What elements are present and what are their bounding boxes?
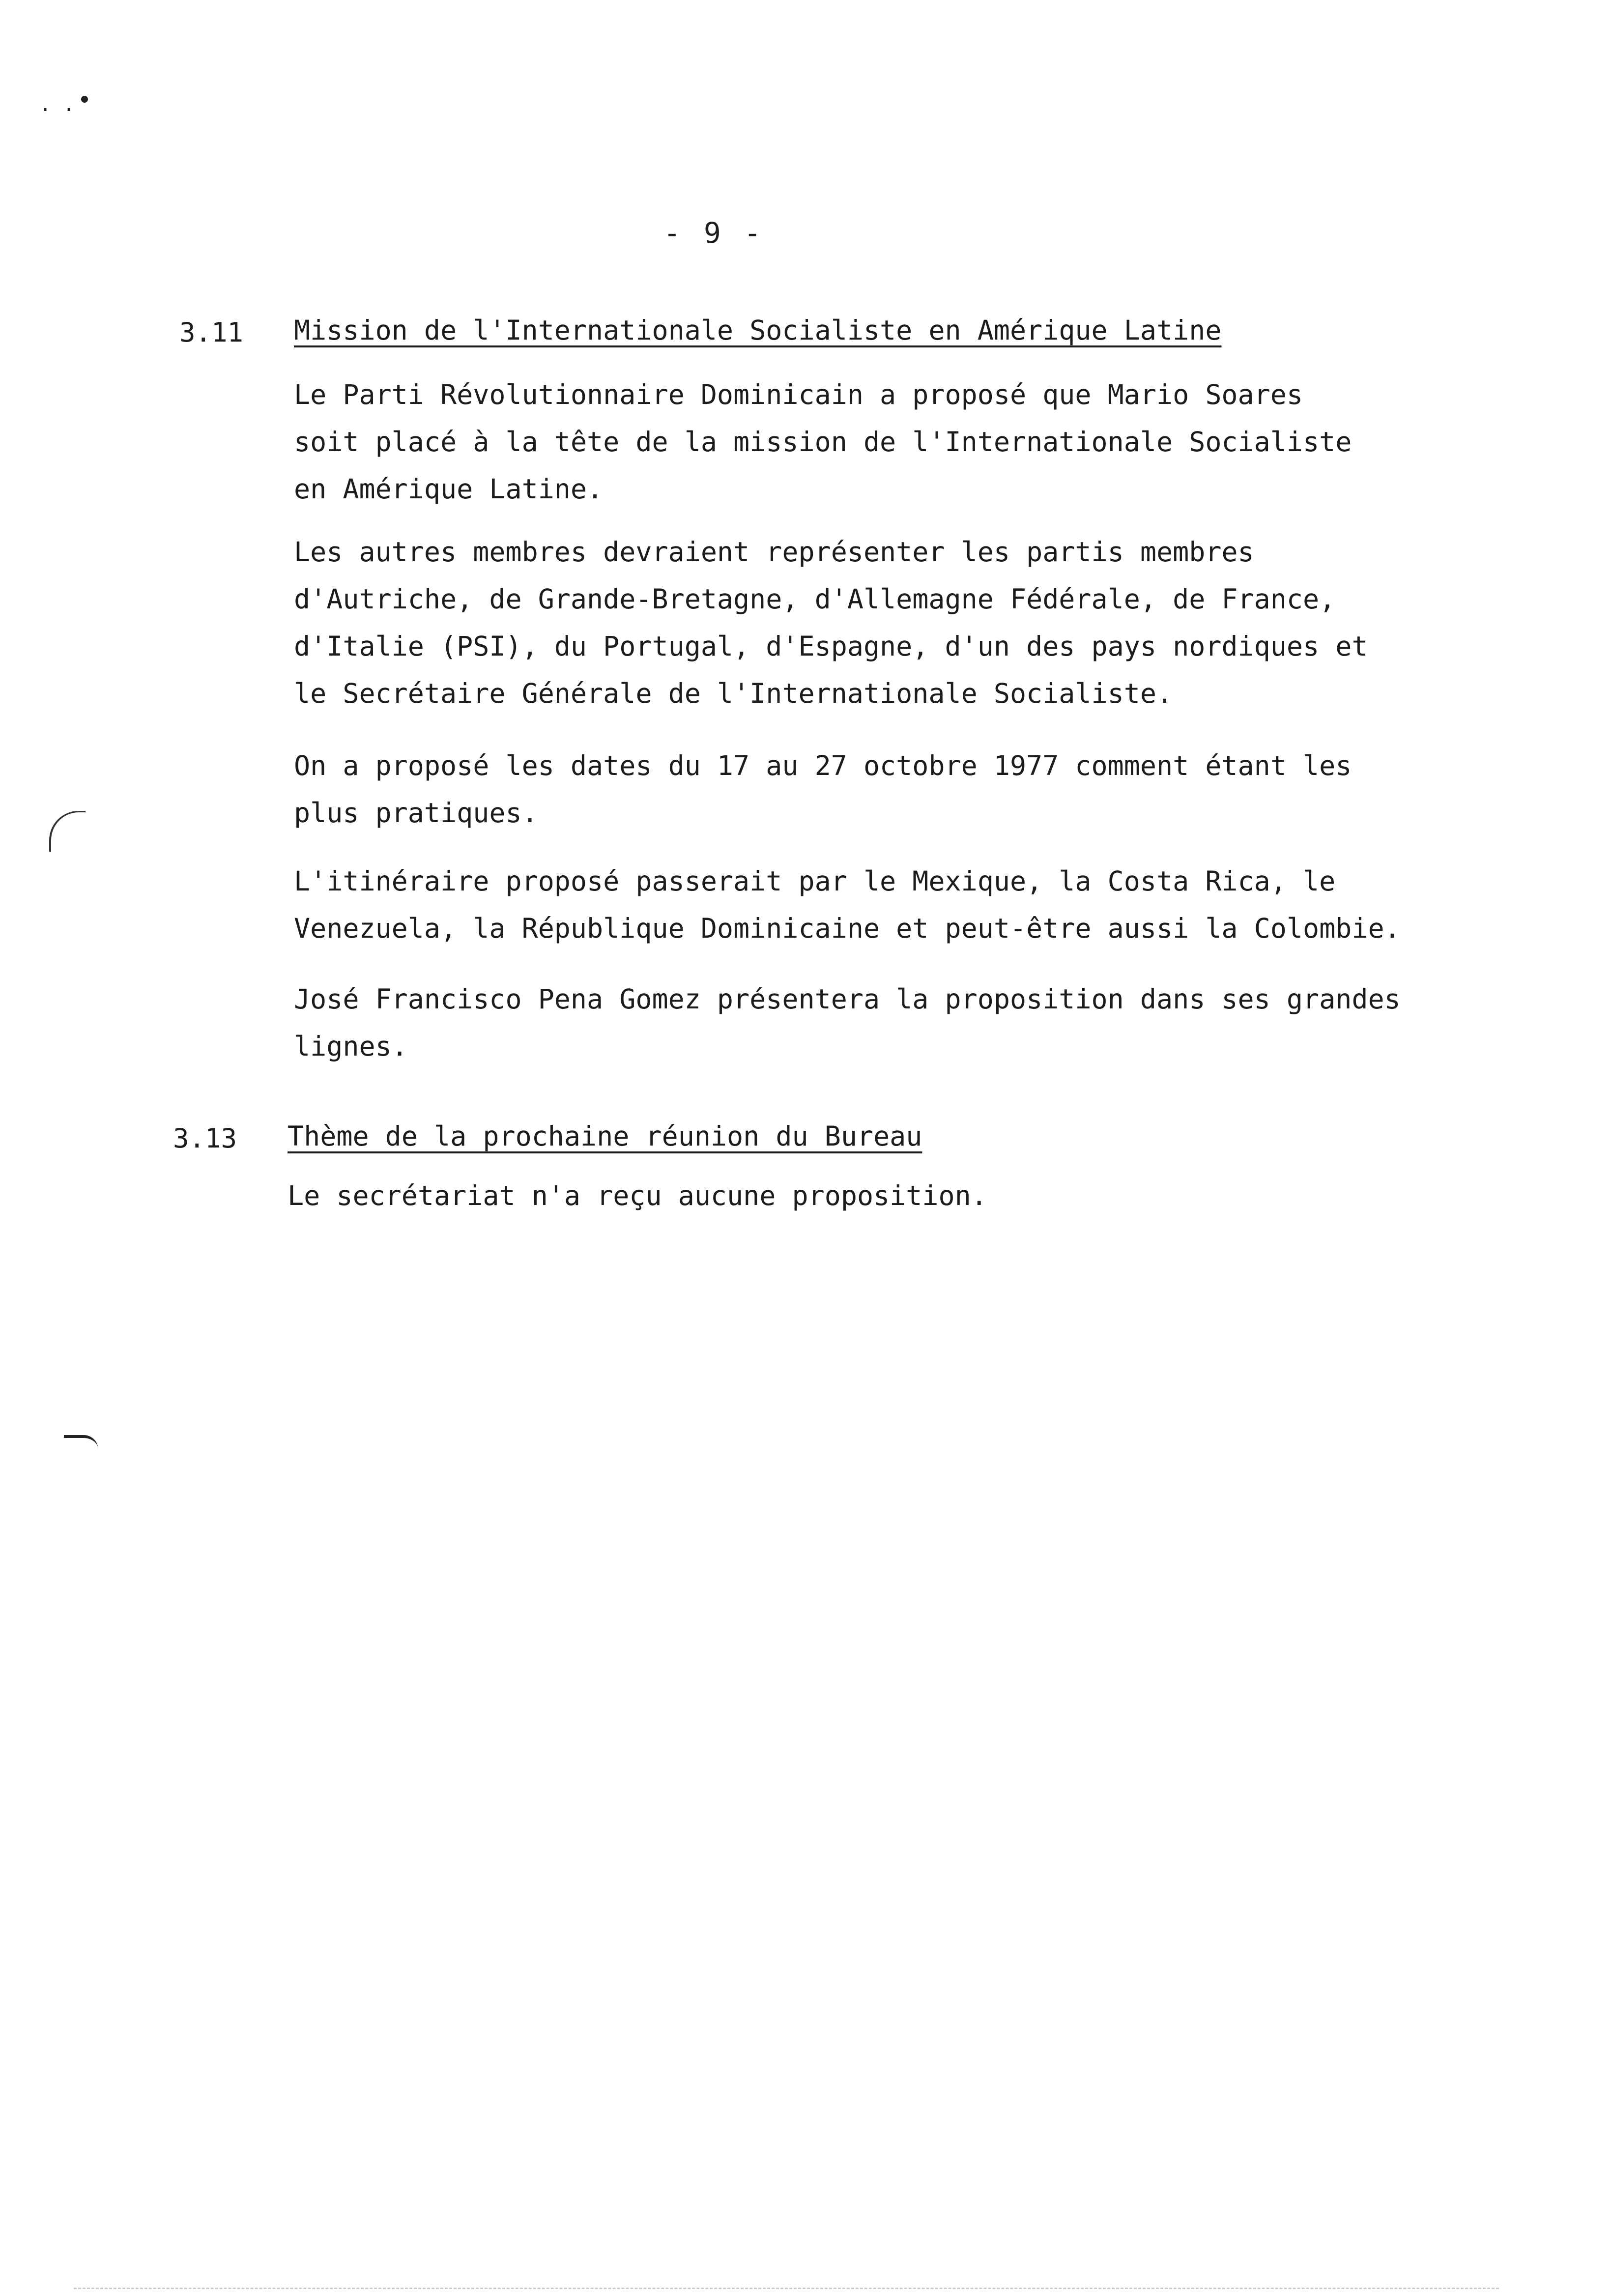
scan-mark-dots: . . (39, 93, 75, 116)
section-number: 3.11 (179, 317, 244, 348)
paragraph (294, 976, 1401, 1070)
scan-mark-bracket (49, 811, 86, 852)
section-title: Thème de la prochaine réunion du Bureau (288, 1120, 922, 1152)
text-line: Les autres membres devraient représenter les partis membres (294, 536, 1254, 568)
paragraph (294, 528, 1368, 717)
text-line: d'Italie (PSI), du Portugal, d'Espagne, d'un des pays nordiques et (294, 631, 1368, 662)
section-number: 3.13 (173, 1123, 237, 1154)
scan-mark-dot (81, 96, 88, 103)
page-number: - 9 - (663, 216, 764, 250)
text-line: Venezuela, la République Dominicaine et peut-être aussi la Colombie. (294, 913, 1401, 944)
text-line: le Secrétaire Générale de l'Internationale Socialiste. (294, 678, 1173, 709)
paragraph (288, 1172, 987, 1219)
scan-mark-hook (64, 1435, 98, 1450)
text-line: soit placé à la tête de la mission de l'Internationale Socialiste (294, 426, 1352, 458)
text-line: en Amérique Latine. (294, 473, 604, 505)
text-line: Le secrétariat n'a reçu aucune proposition. (288, 1180, 987, 1211)
text-line: José Francisco Pena Gomez présentera la proposition dans ses grandes (294, 983, 1401, 1015)
text-line: L'itinéraire proposé passerait par le Mexique, la Costa Rica, le (294, 865, 1336, 897)
text-line: Le Parti Révolutionnaire Dominicain a proposé que Mario Soares (294, 379, 1303, 410)
text-line: lignes. (294, 1031, 408, 1062)
paragraph (294, 858, 1401, 952)
text-line: plus pratiques. (294, 797, 538, 829)
paragraph (294, 742, 1352, 836)
footer-rule (74, 2288, 1499, 2289)
paragraph (294, 371, 1352, 513)
text-line: d'Autriche, de Grande-Bretagne, d'Allemagne Fédérale, de France, (294, 583, 1336, 615)
text-line: On a proposé les dates du 17 au 27 octobre 1977 comment étant les (294, 750, 1352, 781)
section-title: Mission de l'Internationale Socialiste en Amérique Latine (294, 315, 1222, 346)
